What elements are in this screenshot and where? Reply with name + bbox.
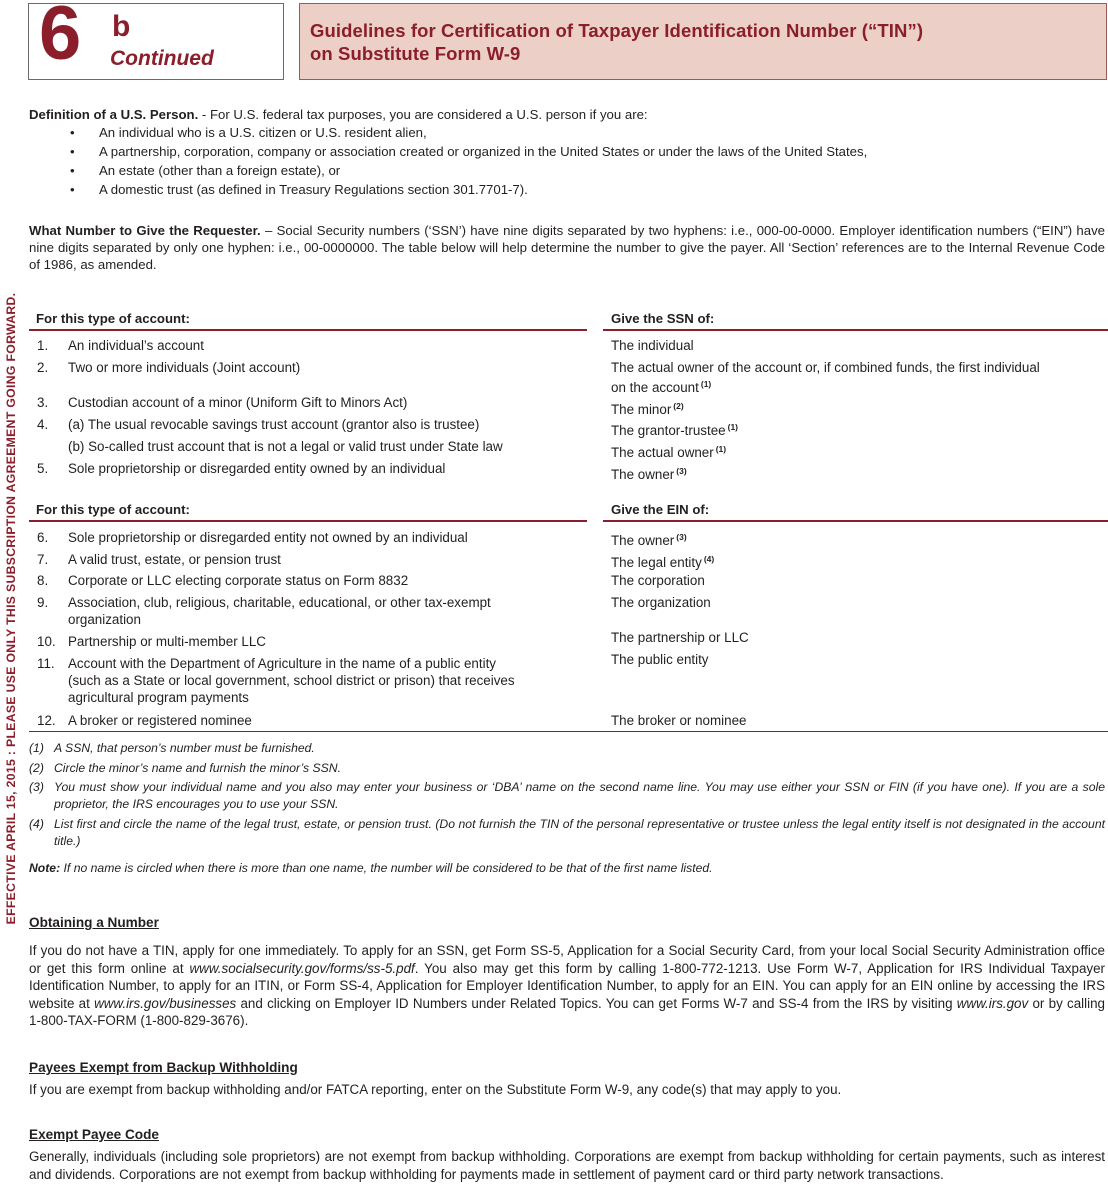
table-cell-give: The actual owner of the account or, if combined funds, the first individual on the account $^{(1)}$ <box>611 360 1040 395</box>
table-cell-give: The grantor-trustee $^{(1)}$ <box>611 422 739 438</box>
ssn-table-col1-header: For this type of account: <box>36 311 190 326</box>
table-cell-give: The organization <box>611 595 711 610</box>
irs-businesses-link[interactable]: www.irs.gov/businesses <box>94 995 237 1011</box>
what-number-paragraph <box>29 222 1105 273</box>
obtaining-number-paragraph: If you do not have a TIN, apply for one immediately. To apply for an SSN, get Form SS-5, Application for a Social Security Card, from your local Social Security Administration office or get this form online at www.socialsecurity.gov/forms/ss-5.pdf. You also may get this form by calling 1-800-772-1213. Use Form W-7, Application for IRS Individual Taxpayer Identification Number, to apply for an ITIN, or Form SS-4, Application for Employer Identification Number, to apply for an EIN. You can apply for an EIN online by accessing the IRS website at www.irs.gov/businesses and clicking on Employer ID Numbers under Related Topics. You can get Forms W-7 and SS-4 from the IRS by visiting www.irs.gov or by calling 1-800-TAX-FORM (1-800-829-3676). <box>29 943 1105 1028</box>
ein-table-col1-header: For this type of account: <box>36 502 190 517</box>
section-letter: b <box>112 10 131 43</box>
ein-table-rule-left <box>29 520 587 522</box>
exempt-payee-code-heading: Exempt Payee Code <box>29 1127 159 1142</box>
note-text: If no name is circled when there is more than one name, the number will be considered to be that of the first name listed. <box>60 861 713 875</box>
list-item: • A domestic trust (as defined in Treasury Regulations section 301.7701-7). <box>70 182 528 197</box>
table-row: 8. Corporate or LLC electing corporate status on Form 8832 <box>37 573 409 588</box>
ssn-table-rule-right <box>603 329 1108 331</box>
effective-date-sidebar: EFFECTIVE APRIL 15, 2015 : PLEASE USE ONLY THIS SUBSCRIPTION AGREEMENT GOING FORWARD. <box>4 292 18 925</box>
table-cell-give: The actual owner $^{(1)}$ <box>611 444 727 460</box>
footnote: (1) A SSN, that person’s number must be furnished. <box>29 741 315 755</box>
table-cell-give: The legal entity $^{(4)}$ <box>611 554 715 570</box>
section-number-box <box>28 0 284 80</box>
exempt-payee-code-paragraph: Generally, individuals (including sole proprietors) are not exempt from backup withholding. Corporations are exempt from backup withholding for certain payments, such as interest and dividends. Corporations are not exempt from backup withholding for payments made in settlement of payment card or third party network transactions. <box>29 1149 1105 1182</box>
table-cell-give: The owner $^{(3)}$ <box>611 532 687 548</box>
table-cell-give: The owner $^{(3)}$ <box>611 466 687 482</box>
ssn-table-col2-header: Give the SSN of: <box>611 311 715 326</box>
footnote: (4) List first and circle the name of the legal trust, estate, or pension trust. (Do not furnish the TIN of the personal representative or trustee unless the legal entity itself is not designated in the account title.) <box>29 817 1105 848</box>
table-row: 11. Account with the Department of Agriculture in the name of a public entity (such as a State or local government, school district or prison) that receives agricultural program payments <box>37 656 515 705</box>
ein-table-rule-right <box>603 520 1108 522</box>
table-row: 3. Custodian account of a minor (Uniform Gift to Minors Act) <box>37 395 408 410</box>
note-label: Note: <box>29 861 61 875</box>
list-item: • A partnership, corporation, company or association created or organized in the United States or under the laws of the United States, <box>70 144 868 159</box>
section-number: 6 <box>39 0 82 76</box>
payees-exempt-paragraph: If you are exempt from backup withholding and/or FATCA reporting, enter on the Substitute Form W-9, any code(s) that may apply to you. <box>29 1082 842 1097</box>
payees-exempt-heading: Payees Exempt from Backup Withholding <box>29 1060 298 1075</box>
ss5-form-link[interactable]: www.socialsecurity.gov/forms/ss-5.pdf <box>189 960 415 976</box>
page-title-line1: Guidelines for Certification of Taxpayer Identification Number (“TIN”) <box>310 20 924 41</box>
ssn-table-rule-left <box>29 329 587 331</box>
table-cell-give: The public entity <box>611 652 709 667</box>
obtaining-number-heading: Obtaining a Number <box>29 915 159 930</box>
table-cell-give: The corporation <box>611 573 705 588</box>
table-bottom-rule <box>29 731 1108 732</box>
note-line <box>29 860 1105 877</box>
continued-label: Continued <box>110 47 214 70</box>
irs-website-link[interactable]: www.irs.gov <box>956 995 1029 1011</box>
table-row: 12. A broker or registered nominee <box>37 713 252 728</box>
page-title-line2: on Substitute Form W-9 <box>310 43 521 64</box>
us-person-list <box>67 123 867 199</box>
list-item: • An estate (other than a foreign estate), or <box>70 163 341 178</box>
table-row: 2. Two or more individuals (Joint account) <box>37 360 301 375</box>
us-person-intro: - For U.S. federal tax purposes, you are considered a U.S. person if you are: <box>198 107 648 122</box>
table-row: (b) So-called trust account that is not a legal or valid trust under State law <box>68 439 503 454</box>
what-number-text: – Social Security numbers (‘SSN’) have nine digits separated by two hyphens: i.e., 000-00-0000. Employer identification numbers (“EIN”) have nine digits separated by only one hyphen: i.e., 00-0000000. The table below will help determine the number to give the payer. All ‘Section’ references are to the Internal Revenue Code of 1986, as amended. <box>29 223 1106 272</box>
table-cell-give: The minor $^{(2)}$ <box>611 401 684 417</box>
table-row: 4. (a) The usual revocable savings trust account (grantor also is trustee) <box>37 417 480 432</box>
table-row: 6. Sole proprietorship or disregarded entity not owned by an individual <box>37 530 468 545</box>
us-person-definition <box>29 106 648 123</box>
list-item: • An individual who is a U.S. citizen or U.S. resident alien, <box>70 125 427 140</box>
table-row: 1. An individual’s account <box>37 338 204 353</box>
table-row: 7. A valid trust, estate, or pension trust <box>37 552 281 567</box>
ein-table-col2-header: Give the EIN of: <box>611 502 710 517</box>
table-row: 9. Association, club, religious, charitable, educational, or other tax-exempt organization <box>37 595 491 627</box>
footnote: (2) Circle the minor’s name and furnish the minor’s SSN. <box>29 761 341 775</box>
page-title-box <box>299 3 1107 80</box>
what-number-label: What Number to Give the Requester. <box>29 223 261 238</box>
table-row: 5. Sole proprietorship or disregarded entity owned by an individual <box>37 461 446 476</box>
table-cell-give: The broker or nominee <box>611 713 747 728</box>
table-cell-give: The individual <box>611 338 694 353</box>
table-cell-give: The partnership or LLC <box>611 630 749 645</box>
table-row: 10. Partnership or multi-member LLC <box>37 634 266 649</box>
us-person-label: Definition of a U.S. Person. <box>29 107 199 122</box>
footnote: (3) You must show your individual name and you also may enter your business or ‘DBA’ name on the second name line. You may use either your SSN or FIN (if you have one). If you are a sole proprietor, the IRS encourages you to use your SSN. <box>29 780 1105 811</box>
